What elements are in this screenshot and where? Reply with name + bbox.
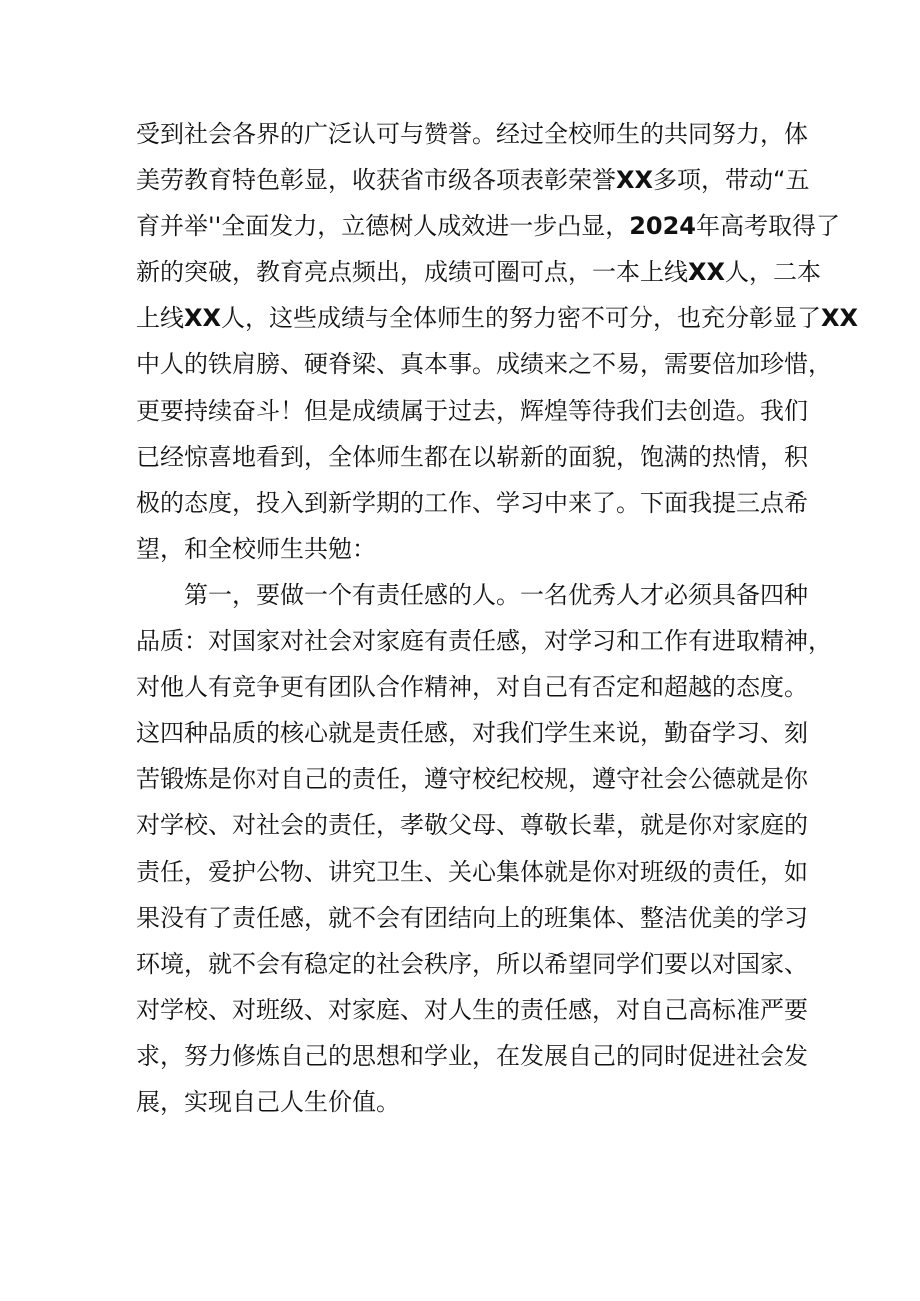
- text-line: 上线XX人，这些成绩与全体师生的努力密不可分，也充分彰显了XX: [136, 304, 859, 333]
- text-line: 望，和全校师生共勉：: [136, 534, 376, 563]
- text-line: 已经惊喜地看到，全体师生都在以崭新的面貌，饱满的热情，积: [136, 442, 808, 471]
- text-line: 环境，就不会有稳定的社会秩序，所以希望同学们要以对国家、: [136, 949, 808, 978]
- text-line: 展，实现自己人生价值。: [136, 1087, 400, 1116]
- text-line: 果没有了责任感，就不会有团结向上的班集体、整洁优美的学习: [136, 903, 808, 932]
- text-line: 对学校、对社会的责任，孝敬父母、尊敬长辈，就是你对家庭的: [136, 811, 808, 840]
- body-text: [136, 111, 859, 1125]
- text-line: 对学校、对班级、对家庭、对人生的责任感，对自己高标准严要: [136, 995, 808, 1024]
- text-line: 求，努力修炼自己的思想和学业，在发展自己的同时促进社会发: [136, 1041, 808, 1070]
- text-line: 育并举''全面发力，立德树人成效进一步凸显，2024年高考取得了: [136, 212, 840, 241]
- text-line: 苦锻炼是你对自己的责任，遵守校纪校规，遵守社会公德就是你: [136, 765, 808, 794]
- text-line: 对他人有竞争更有团队合作精神，对自己有否定和超越的态度。: [136, 673, 808, 702]
- text-line: 新的突破，教育亮点频出，成绩可圈可点，一本上线XX人，二本: [136, 258, 822, 287]
- paragraph-1: [136, 111, 859, 572]
- text-line: 这四种品质的核心就是责任感，对我们学生来说，勤奋学习、刻: [136, 719, 808, 748]
- text-line: 极的态度，投入到新学期的工作、学习中来了。下面我提三点希: [136, 488, 808, 517]
- text-line: 品质：对国家对社会对家庭有责任感，对学习和工作有进取精神，: [136, 627, 832, 656]
- text-line: 中人的铁肩膀、硬脊梁、真本事。成绩来之不易，需要倍加珍惜，: [136, 350, 832, 379]
- text-line: 更要持续奋斗！但是成绩属于过去，辉煌等待我们去创造。我们: [136, 396, 808, 425]
- text-line: 责任，爱护公物、讲究卫生、关心集体就是你对班级的责任，如: [136, 857, 808, 886]
- text-line: 美劳教育特色彰显，收获省市级各项表彰荣誉XX多项，带动“五: [136, 166, 810, 195]
- text-line: 第一，要做一个有责任感的人。一名优秀人才必须具备四种: [184, 580, 808, 609]
- text-line: 受到社会各界的广泛认可与赞誉。经过全校师生的共同努力，体: [136, 120, 808, 148]
- paragraph-2: [136, 572, 832, 1125]
